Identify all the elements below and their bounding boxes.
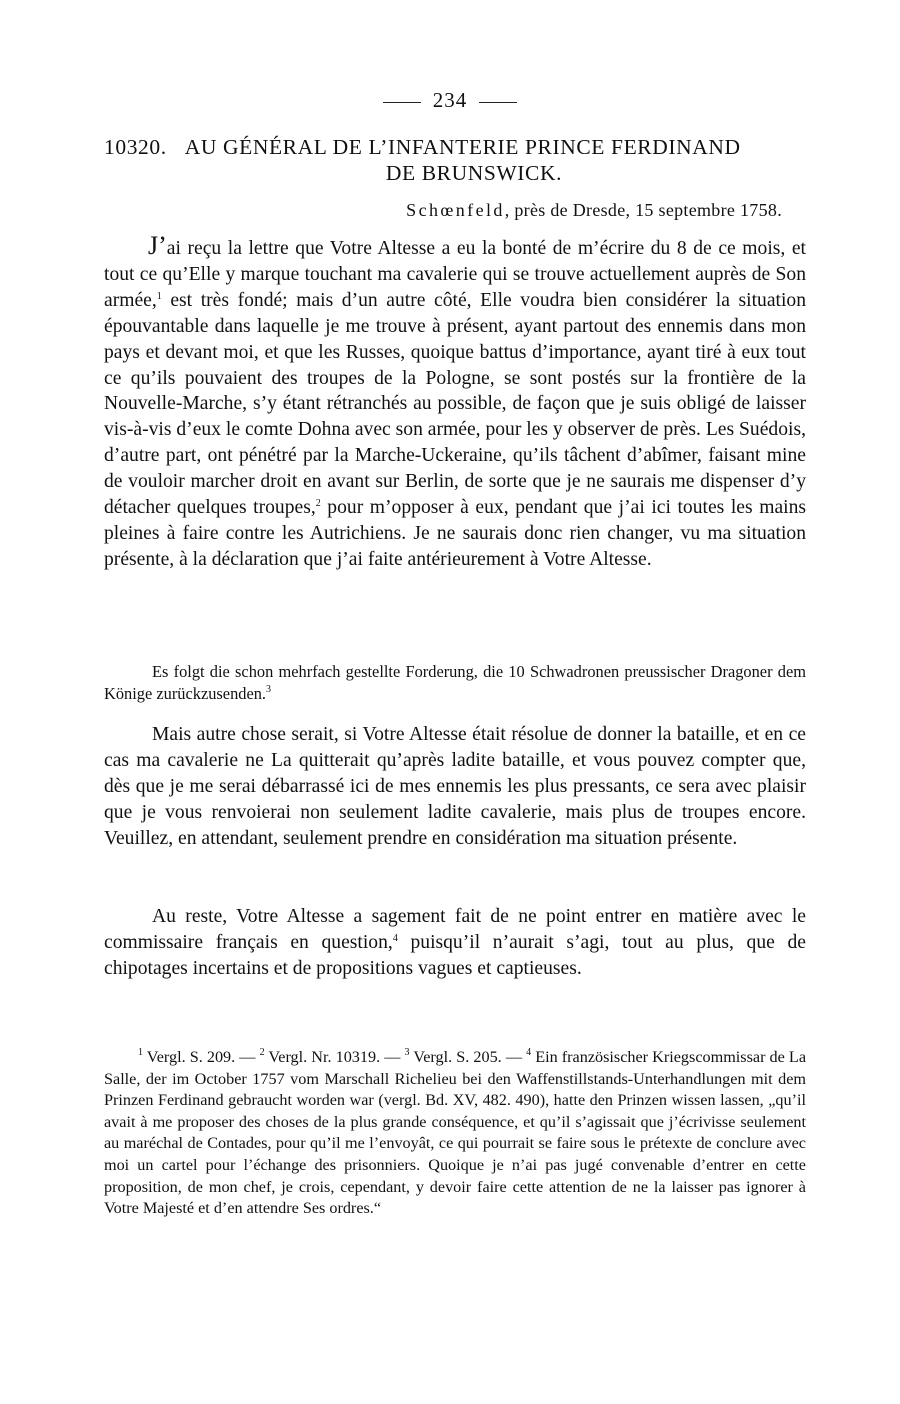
paragraph-2 — [104, 722, 806, 852]
paragraph-1-part-1: J’ai reçu la lettre que Votre Altesse a eu la bonté de m’écrire du 8 de ce mois, et tout ce qu’Elle y marque touchant ma cavalerie qui se trouve actuellement auprès de Son armée, — [104, 231, 806, 311]
dateline-place: Schœnfeld — [406, 200, 505, 220]
page-number-dash-left — [383, 102, 421, 103]
paragraph-1-part-3: pour m’opposer à eux, pendant que j’ai ici toutes les mains pleines à faire contre les Autrichiens. Je ne saurais donc rien changer, vu ma situation présente, à la déclaration que j’ai faite antérieurement à Votre Altesse. — [104, 497, 807, 570]
footnote-ref-2: 2 — [315, 498, 321, 510]
letter-dateline — [406, 200, 782, 221]
footnote-ref-3: 3 — [266, 683, 272, 695]
letter-number: 10320. — [104, 135, 167, 159]
footnote-ref-1: 1 — [156, 290, 162, 302]
page-number-dash-right — [479, 102, 517, 103]
footnote-4-text: Ein französischer Kriegscommissar de La Salle, der im October 1757 vom Marschall Richelieu bei den Waffenstillstands-Unterhandlungen mit dem Prinzen Ferdinand gebraucht worden war (vergl. Bd. XV, 482. 490), hatte den Prinzen wissen lassen, „qu’il avait à me proposer des choses de la plus grande conséquence, et qu’il s’agissait que j’écrivisse seulement au maréchal de Contades, pour qu’il me l’envoyât, ce qui pourrait se faire sous le prétexte de conclure avec moi un cartel pour l’échange des prisonniers. Quoique je n’ai pas jugé convenable d’entrer en cette proposition, de mon chef, je crois, cependant, y devoir faire cette attention de ne la laisser pas ignorer à Votre Majesté et d’en attendre Ses ordres.“ — [104, 1048, 806, 1218]
letter-title-line1: AU GÉNÉRAL DE L’INFANTERIE PRINCE FERDINAND — [184, 135, 741, 159]
letter-title-line2: DE BRUNSWICK. — [385, 161, 563, 185]
footnote-marker-3: 3 — [404, 1047, 410, 1058]
footnote-2-text: Vergl. Nr. 10319. — — [264, 1048, 405, 1066]
summary-text: Es folgt die schon mehrfach gestellte Forderung, die 10 Schwadronen preussischer Dragoner dem Könige zurückzusenden. — [104, 662, 806, 703]
editorial-summary — [104, 661, 806, 704]
page-number-value: 234 — [432, 88, 468, 112]
paragraph-2-text: Mais autre chose serait, si Votre Altesse était résolue de donner la bataille, et en ce cas ma cavalerie ne La quitterait qu’après ladite bataille, et vous pouvez compter que, dès que je me serai débarrassé ici de mes ennemis les plus pressants, ce sera avec plaisir que je vous renvoierai non seulement ladite cavalerie, mais plus de troupes encore. Veuillez, en attendant, seulement prendre en considération ma situation présente. — [104, 724, 806, 849]
footnote-marker-1: 1 — [138, 1047, 143, 1058]
footnote-ref-4: 4 — [392, 932, 398, 944]
paragraph-1-part-2: est très fondé; mais d’un autre côté, Elle voudra bien considérer la situation épouvantable dans laquelle je me trouve à présent, ayant partout des ennemis dans mon pays et devant moi, et que les Russes, quoique battus d’importance, ayant tiré à eux tout ce qu’ils pouvaient des troupes de la Pologne, se sont postés sur la frontière de la Nouvelle-Marche, s’y étant rétranchés au possible, de façon que je suis obligé de laisser vis-à-vis d’eux le comte Dohna avec son armée, pour les y observer de près. Les Suédois, d’autre part, ont pénétré par la Marche-Uckeraine, qu’ils tâchent d’abîmer, faisant mine de vouloir marcher droit en avant sur Berlin, de sorte que je ne saurais me dispenser d’y détacher quelques troupes, — [104, 289, 806, 519]
paragraph-3-part-1: Au reste, Votre Altesse a sagement fait de ne point entrer en matière avec le commissaire français en question, — [104, 906, 806, 953]
page-number — [0, 88, 900, 113]
letter-heading — [104, 134, 804, 186]
footnote-marker-2: 2 — [259, 1047, 265, 1058]
paragraph-1 — [104, 233, 806, 573]
paragraph-3-part-2: puisqu’il n’aurait s’agi, tout au plus, que de chipotages incertains et de propositions vagues et captieuses. — [104, 931, 806, 979]
dateline-rest: , près de Dresde, 15 septembre 1758. — [504, 200, 782, 220]
footnote-marker-4: 4 — [526, 1047, 532, 1058]
footnote-3-text: Vergl. S. 205. — — [409, 1048, 527, 1066]
paragraph-3 — [104, 904, 806, 982]
footnotes — [104, 1047, 806, 1220]
footnote-1-text: Vergl. S. 209. — — [143, 1048, 260, 1066]
